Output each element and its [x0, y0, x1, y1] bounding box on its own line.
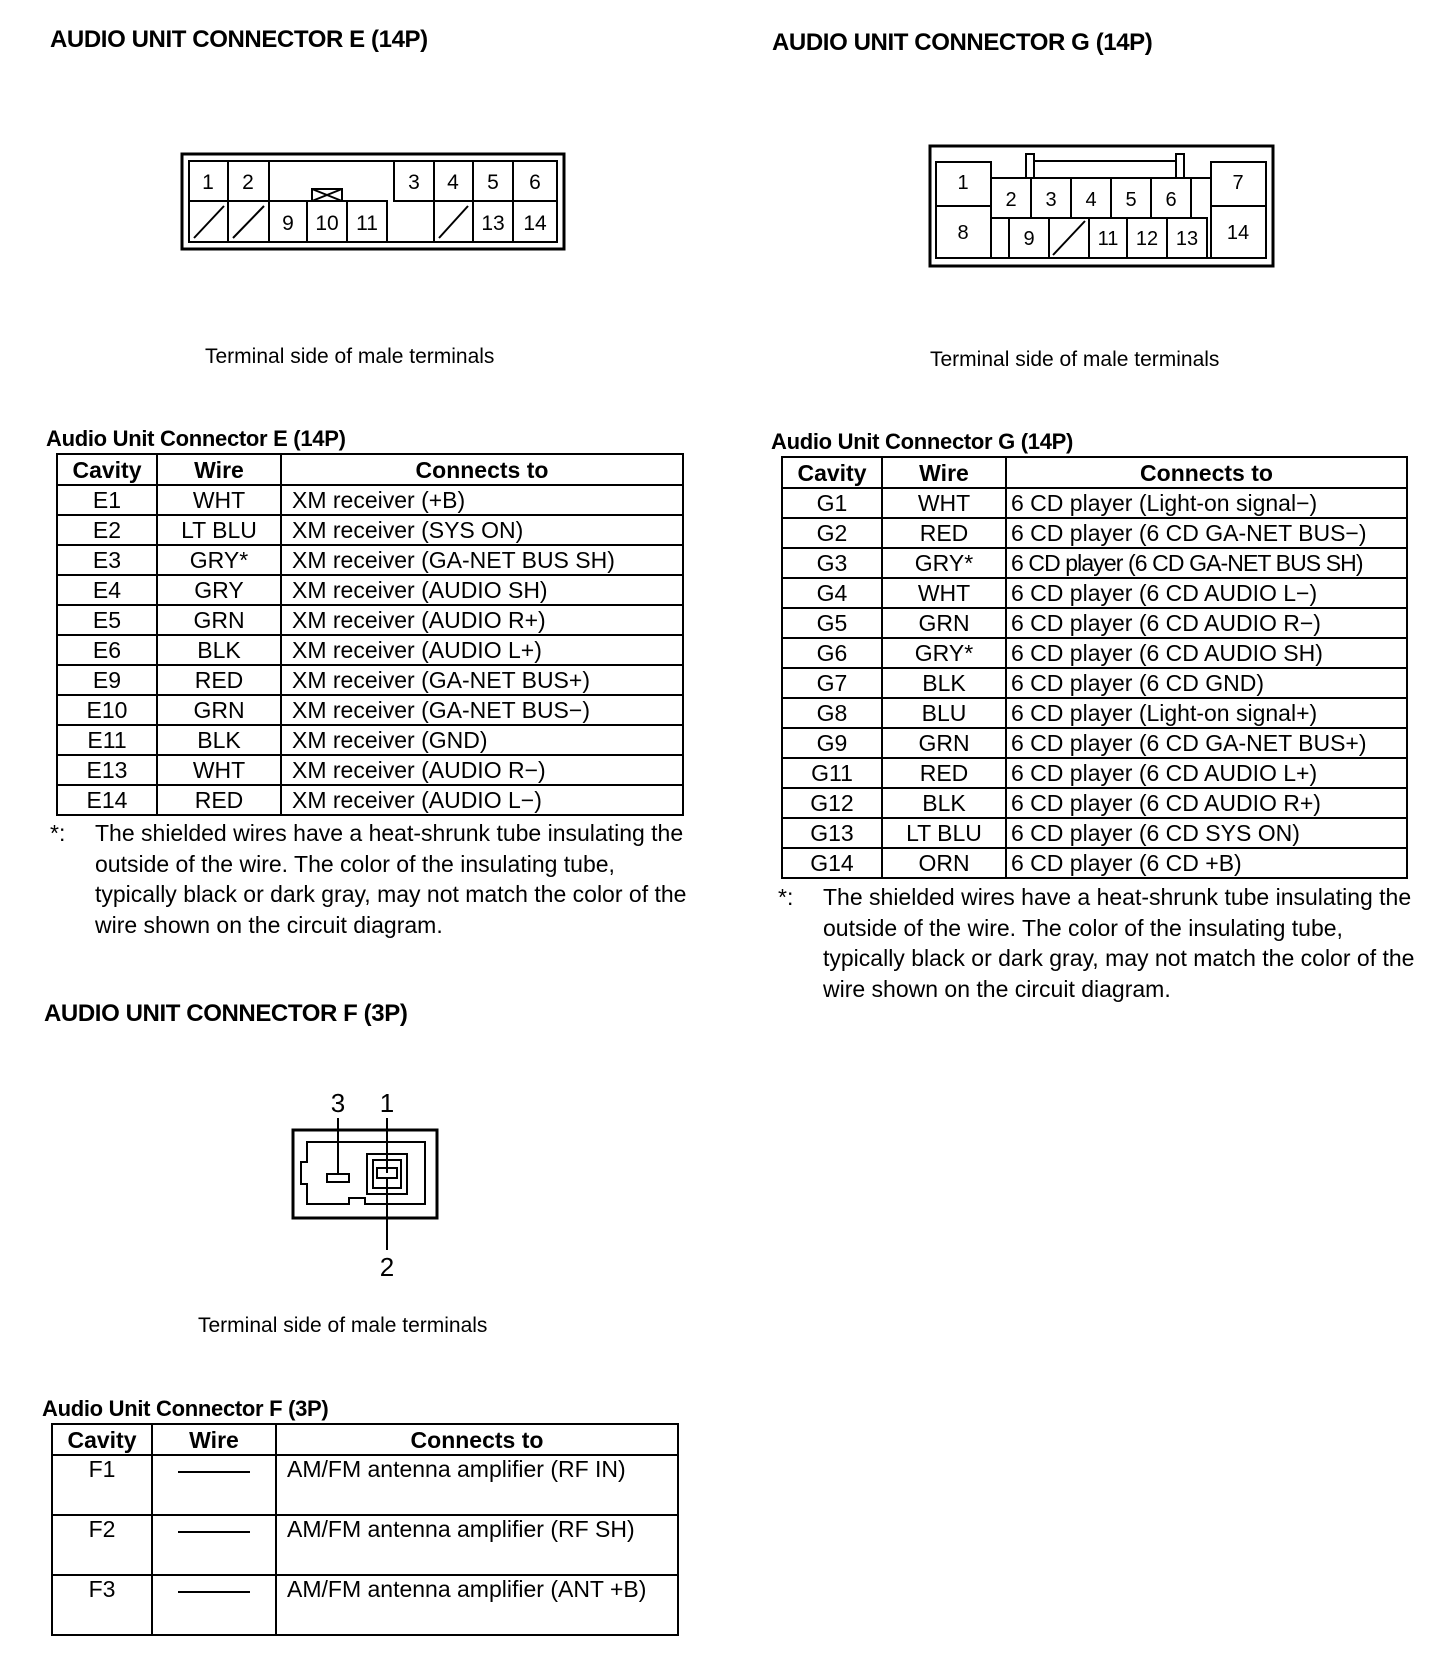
connects-to-cell: XM receiver (GND)	[281, 725, 683, 755]
wire-cell: WHT	[157, 485, 281, 515]
wire-cell: GRY*	[882, 638, 1006, 668]
wire-cell: RED	[882, 758, 1006, 788]
table-row	[782, 758, 1407, 788]
connects-to-cell: AM/FM antenna amplifier (RF IN)	[276, 1455, 678, 1515]
terminal-label: 5	[1125, 189, 1137, 211]
wire-cell: GRY*	[882, 548, 1006, 578]
table-row	[52, 1455, 678, 1515]
wire-cell	[152, 1455, 276, 1515]
connects-to-cell: 6 CD player (6 CD AUDIO SH)	[1006, 638, 1407, 668]
wire-cell: RED	[157, 665, 281, 695]
terminal-label: 9	[282, 212, 294, 235]
connector-f-caption: Terminal side of male terminals	[198, 1314, 488, 1337]
cavity-cell: G1	[782, 488, 882, 518]
connects-to-cell: AM/FM antenna amplifier (ANT +B)	[276, 1575, 678, 1635]
connects-to-cell: XM receiver (SYS ON)	[281, 515, 683, 545]
connects-to-cell: AM/FM antenna amplifier (RF SH)	[276, 1515, 678, 1575]
cavity-cell: E13	[57, 755, 157, 785]
wire-cell: GRY	[157, 575, 281, 605]
connector-f-diagram	[285, 1082, 445, 1282]
table-row	[57, 725, 683, 755]
terminal-label: 6	[1165, 189, 1177, 211]
header-connects-to: Connects to	[276, 1424, 678, 1455]
header-connects-to: Connects to	[281, 454, 683, 485]
connects-to-cell: 6 CD player (6 CD SYS ON)	[1006, 818, 1407, 848]
cavity-cell: E1	[57, 485, 157, 515]
wire-cell	[152, 1515, 276, 1575]
table-header-row	[52, 1424, 678, 1455]
connector-g-table	[781, 456, 1408, 879]
wire-cell: LT BLU	[157, 515, 281, 545]
wire-cell	[152, 1575, 276, 1635]
cavity-cell: E14	[57, 785, 157, 815]
table-row	[57, 695, 683, 725]
table-row	[57, 665, 683, 695]
cavity-cell: E10	[57, 695, 157, 725]
wire-cell: BLK	[882, 668, 1006, 698]
wire-cell: GRY*	[157, 545, 281, 575]
footnote-marker: *:	[50, 820, 66, 846]
connects-to-cell: 6 CD player (6 CD +B)	[1006, 848, 1407, 878]
cavity-cell: E5	[57, 605, 157, 635]
cavity-cell: G4	[782, 578, 882, 608]
wire-cell: WHT	[882, 488, 1006, 518]
header-connects-to: Connects to	[1006, 457, 1407, 488]
wire-cell: BLK	[157, 725, 281, 755]
table-row	[782, 518, 1407, 548]
connector-e-diagram	[180, 152, 570, 252]
table-row	[57, 485, 683, 515]
connector-e-table	[56, 453, 684, 816]
table-row	[57, 575, 683, 605]
header-wire: Wire	[152, 1424, 276, 1455]
cavity-cell: E11	[57, 725, 157, 755]
connector-g-footnote	[778, 882, 1428, 1004]
connector-e-table-title: Audio Unit Connector E (14P)	[46, 426, 346, 451]
wire-cell: BLK	[882, 788, 1006, 818]
connects-to-cell: XM receiver (GA-NET BUS−)	[281, 695, 683, 725]
connects-to-cell: XM receiver (+B)	[281, 485, 683, 515]
footnote-text: The shielded wires have a heat-shrunk tube insulating the outside of the wire. The color of the insulating tube, typically black or dark gray, may not match the color of the wire shown on the circuit diagram.	[95, 820, 687, 938]
cavity-cell: F2	[52, 1515, 152, 1575]
table-row	[782, 698, 1407, 728]
wire-cell: LT BLU	[882, 818, 1006, 848]
cavity-cell: G5	[782, 608, 882, 638]
terminal-label: 4	[447, 171, 459, 194]
table-row	[52, 1515, 678, 1575]
terminal-label: 9	[1023, 228, 1035, 250]
terminal-label: 6	[529, 171, 541, 194]
wire-cell: RED	[882, 518, 1006, 548]
connects-to-cell: XM receiver (AUDIO R−)	[281, 755, 683, 785]
header-cavity: Cavity	[52, 1424, 152, 1455]
terminal-label: 11	[356, 212, 378, 235]
cavity-cell: G2	[782, 518, 882, 548]
wire-cell: GRN	[882, 728, 1006, 758]
connects-to-cell: XM receiver (AUDIO SH)	[281, 575, 683, 605]
cavity-cell: G8	[782, 698, 882, 728]
connects-to-cell: 6 CD player (6 CD AUDIO R−)	[1006, 608, 1407, 638]
terminal-label: 4	[1085, 189, 1097, 211]
header-cavity: Cavity	[782, 457, 882, 488]
connector-g-caption: Terminal side of male terminals	[930, 348, 1220, 371]
table-row	[57, 755, 683, 785]
connector-g-table-title: Audio Unit Connector G (14P)	[771, 429, 1074, 454]
table-row	[782, 728, 1407, 758]
connector-f-table	[51, 1423, 679, 1636]
connects-to-cell: 6 CD player (6 CD GND)	[1006, 668, 1407, 698]
cavity-cell: G14	[782, 848, 882, 878]
terminal-label: 1	[202, 171, 214, 194]
terminal-label: 2	[1005, 189, 1017, 211]
connector-e-footnote	[50, 818, 700, 940]
cavity-cell: F1	[52, 1455, 152, 1515]
table-header-row	[57, 454, 683, 485]
connects-to-cell: XM receiver (GA-NET BUS+)	[281, 665, 683, 695]
connects-to-cell: XM receiver (GA-NET BUS SH)	[281, 545, 683, 575]
connects-to-cell: XM receiver (AUDIO L+)	[281, 635, 683, 665]
cavity-cell: E9	[57, 665, 157, 695]
table-row	[57, 515, 683, 545]
connects-to-cell: 6 CD player (Light-on signal−)	[1006, 488, 1407, 518]
table-row	[57, 605, 683, 635]
connects-to-cell: XM receiver (AUDIO L−)	[281, 785, 683, 815]
terminal-label: 3	[408, 171, 420, 194]
connects-to-cell: 6 CD player (6 CD AUDIO L+)	[1006, 758, 1407, 788]
connector-f-heading: AUDIO UNIT CONNECTOR F (3P)	[44, 1000, 408, 1027]
terminal-label: 13	[1175, 228, 1199, 250]
terminal-label: 11	[1097, 228, 1119, 250]
terminal-label: 1	[379, 1088, 395, 1118]
no-wire-dash	[178, 1471, 250, 1473]
cavity-cell: E6	[57, 635, 157, 665]
terminal-label: 2	[379, 1252, 395, 1282]
connector-e-caption: Terminal side of male terminals	[205, 345, 495, 368]
connector-g-heading: AUDIO UNIT CONNECTOR G (14P)	[772, 29, 1153, 56]
connects-to-cell: 6 CD player (6 CD GA-NET BUS SH)	[1006, 548, 1407, 578]
header-wire: Wire	[882, 457, 1006, 488]
table-row	[57, 545, 683, 575]
terminal-label: 7	[1232, 172, 1244, 194]
cavity-cell: F3	[52, 1575, 152, 1635]
table-row	[782, 848, 1407, 878]
wire-cell: WHT	[157, 755, 281, 785]
connector-e-heading: AUDIO UNIT CONNECTOR E (14P)	[50, 26, 428, 53]
terminal-label: 13	[481, 212, 505, 235]
header-wire: Wire	[157, 454, 281, 485]
terminal-label: 2	[242, 171, 254, 194]
connects-to-cell: XM receiver (AUDIO R+)	[281, 605, 683, 635]
table-row	[782, 788, 1407, 818]
cavity-cell: G11	[782, 758, 882, 788]
connects-to-cell: 6 CD player (6 CD AUDIO L−)	[1006, 578, 1407, 608]
cavity-cell: G12	[782, 788, 882, 818]
connector-g-diagram	[928, 144, 1278, 269]
wire-cell: ORN	[882, 848, 1006, 878]
footnote-marker: *:	[778, 884, 794, 910]
no-wire-dash	[178, 1591, 250, 1593]
terminal-label: 3	[1045, 189, 1057, 211]
table-header-row	[782, 457, 1407, 488]
cavity-cell: G3	[782, 548, 882, 578]
wire-cell: BLK	[157, 635, 281, 665]
table-row	[782, 668, 1407, 698]
table-row	[782, 578, 1407, 608]
terminal-label: 14	[523, 212, 547, 235]
terminal-label: 1	[957, 172, 969, 194]
table-row	[57, 635, 683, 665]
cavity-cell: E4	[57, 575, 157, 605]
terminal-label: 12	[1135, 228, 1159, 250]
terminal-label: 10	[315, 212, 339, 235]
header-cavity: Cavity	[57, 454, 157, 485]
wire-cell: GRN	[882, 608, 1006, 638]
cavity-cell: G7	[782, 668, 882, 698]
table-row	[782, 638, 1407, 668]
cavity-cell: E3	[57, 545, 157, 575]
connects-to-cell: 6 CD player (6 CD GA-NET BUS−)	[1006, 518, 1407, 548]
wire-cell: GRN	[157, 695, 281, 725]
wire-cell: RED	[157, 785, 281, 815]
table-row	[57, 785, 683, 815]
terminal-label: 8	[957, 222, 969, 244]
wire-cell: BLU	[882, 698, 1006, 728]
table-row	[782, 488, 1407, 518]
connects-to-cell: 6 CD player (6 CD GA-NET BUS+)	[1006, 728, 1407, 758]
terminal-label: 3	[330, 1088, 346, 1118]
table-row	[52, 1575, 678, 1635]
footnote-text: The shielded wires have a heat-shrunk tube insulating the outside of the wire. The color of the insulating tube, typically black or dark gray, may not match the color of the wire shown on the circuit diagram.	[823, 884, 1415, 1002]
table-row	[782, 818, 1407, 848]
no-wire-dash	[178, 1531, 250, 1533]
connects-to-cell: 6 CD player (Light-on signal+)	[1006, 698, 1407, 728]
cavity-cell: G9	[782, 728, 882, 758]
terminal-label: 5	[487, 171, 499, 194]
wire-cell: WHT	[882, 578, 1006, 608]
cavity-cell: G13	[782, 818, 882, 848]
cavity-cell: G6	[782, 638, 882, 668]
cavity-cell: E2	[57, 515, 157, 545]
wire-cell: GRN	[157, 605, 281, 635]
connects-to-cell: 6 CD player (6 CD AUDIO R+)	[1006, 788, 1407, 818]
terminal-label: 14	[1226, 222, 1250, 244]
connector-f-table-title: Audio Unit Connector F (3P)	[42, 1396, 329, 1421]
table-row	[782, 548, 1407, 578]
table-row	[782, 608, 1407, 638]
